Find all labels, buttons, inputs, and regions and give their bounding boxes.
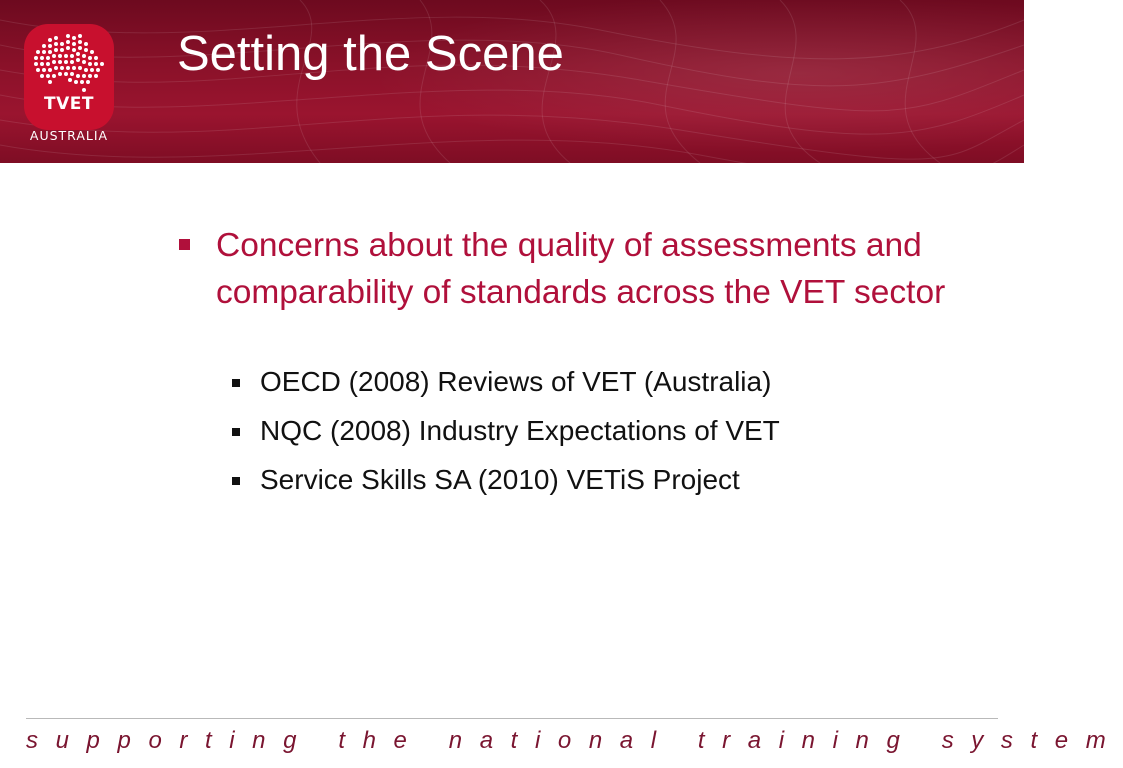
tvet-australia-logo — [14, 20, 124, 150]
slide-title: Setting the Scene — [177, 27, 564, 81]
sub-bullet-text: NQC (2008) Industry Expectations of VET — [260, 415, 780, 446]
logo-badge-icon — [24, 24, 114, 130]
list-item — [230, 366, 996, 398]
header-band — [0, 0, 1024, 163]
square-bullet-icon — [232, 379, 240, 387]
square-bullet-icon — [232, 477, 240, 485]
square-bullet-icon — [179, 239, 190, 250]
list-item — [230, 415, 996, 447]
sub-bullet-text: OECD (2008) Reviews of VET (Australia) — [260, 366, 772, 397]
square-bullet-icon — [232, 428, 240, 436]
footer-tagline: supporting the national training system — [26, 727, 1123, 754]
sub-bullet-text: Service Skills SA (2010) VETiS Project — [260, 464, 740, 495]
logo-country: AUSTRALIA — [29, 128, 109, 143]
main-bullet-text: Concerns about the quality of assessments and comparability of standards across the VET sector — [216, 227, 946, 311]
sub-bullet-list — [176, 366, 996, 496]
logo-wordmark: TVET — [44, 94, 94, 114]
footer-divider — [26, 718, 998, 719]
list-item — [230, 464, 996, 496]
main-bullet — [176, 222, 996, 316]
slide-content — [176, 222, 996, 513]
